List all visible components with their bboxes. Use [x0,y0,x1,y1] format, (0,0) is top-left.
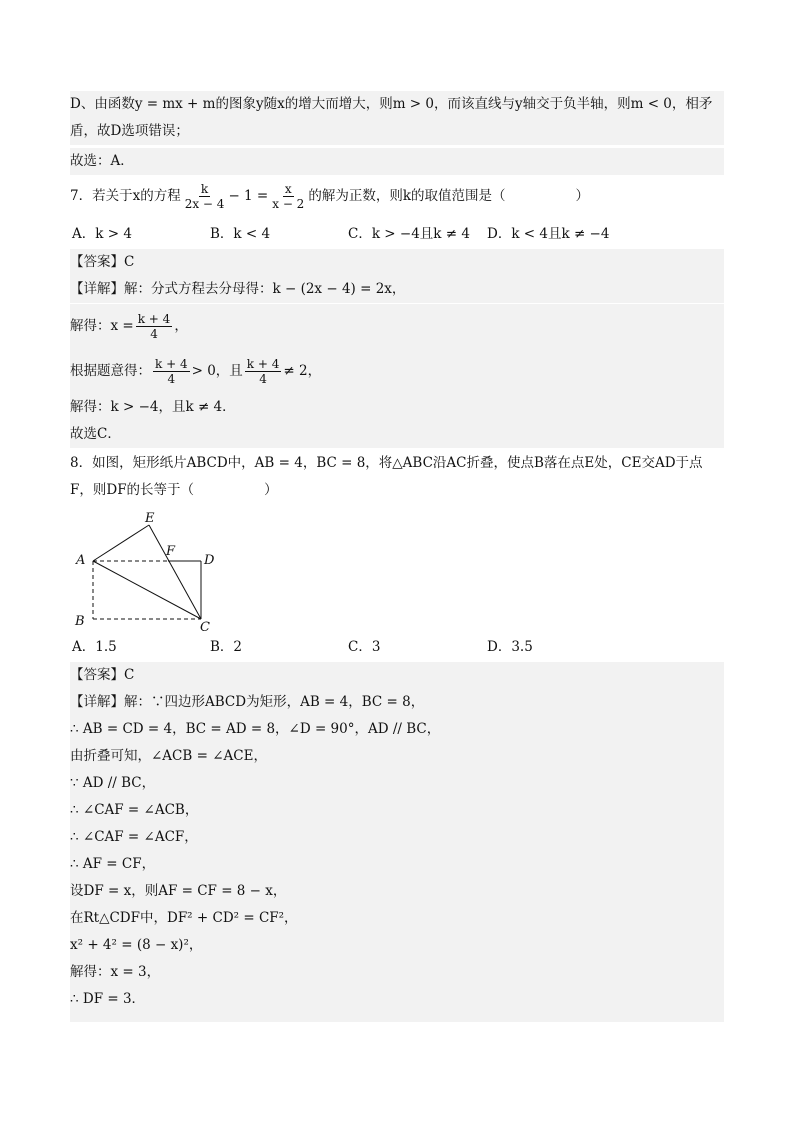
q7-option-b: B．k < 4 [210,226,271,242]
q7-choice: 故选C． [70,421,724,448]
q8-step-11: 解得：x = 3， [70,959,724,986]
q7-d2-den: 4 [150,327,158,341]
prev-choice: 故选：A． [70,148,724,175]
prev-option-d-line1: D、由函数y = mx + m的图象y随x的增大而增大，则m > 0，而该直线与y轴交于负半轴，则m < 0，相矛 [70,91,724,118]
q8-answer: 【答案】C [70,662,724,689]
q7-d3-fraction-1 [153,357,190,386]
q7-mid: − 1 = [228,188,269,204]
q8-step-3: 由折叠可知，∠ACB = ∠ACE， [70,743,724,770]
q7-answer: 【答案】C [70,249,724,276]
q7-option-a: A．k > 4 [72,226,132,242]
q7-d3-suffix: ≠ 2， [283,363,322,379]
q7-d3-mid: > 0，且 [191,363,243,379]
q7-detail-2 [70,304,724,348]
q7-f1-den: 2x − 4 [184,197,225,211]
q8-step-7: ∴ AF = CF， [70,851,724,878]
q7-d3-den-2: 4 [259,372,267,386]
q8-step-2: ∴ AB = CD = 4，BC = AD = 8，∠D = 90°，AD // BC， [70,716,724,743]
q8-stem-close: ） [264,482,278,498]
q7-option-d: D．k < 4且k ≠ −4 [487,226,610,242]
prev-option-d-line2: 盾，故D选项错误； [70,118,724,145]
q7-fraction-2 [270,182,306,211]
q7-f2-den: x − 2 [272,197,305,211]
label-c: C [200,620,210,635]
q7-detail-1: 【详解】解：分式方程去分母得：k − (2x − 4) = 2x， [70,276,724,303]
q7-f1-num: k [200,182,209,196]
q8-step-1: 【详解】解：∵四边形ABCD为矩形，AB = 4，BC = 8， [70,689,724,716]
q8-step-5: ∴ ∠CAF = ∠ACB， [70,797,724,824]
q8-option-a: A．1.5 [72,639,117,655]
q7-d2-suffix: ， [174,318,188,334]
rectangle-fold-figure [70,505,230,635]
label-a: A [76,553,86,568]
q8-stem-prefix: F，则DF的长等于（ [70,482,195,498]
q7-d2-num: k + 4 [137,312,171,326]
q7-d3-prefix: 根据题意得： [70,363,151,379]
q7-suffix: 的解为正数，则k的取值范围是（ [308,188,506,204]
q8-option-b: B．2 [210,639,243,655]
q8-option-c: C．3 [348,639,381,655]
label-b: B [75,614,85,629]
q7-detail-4: 解得：k > −4，且k ≠ 4． [70,394,724,421]
q8-step-6: ∴ ∠CAF = ∠ACF， [70,824,724,851]
q7-d2-prefix: 解得：x = [70,318,134,334]
q7-d3-num-1: k + 4 [155,357,188,371]
q8-step-12: ∴ DF = 3． [70,986,724,1022]
q7-d3-num-2: k + 4 [246,357,280,371]
q7-f2-num: x [284,182,292,196]
segment-ae [93,525,149,561]
q7-fraction-1 [183,182,227,211]
q7-d3-den-1: 4 [167,372,176,386]
label-d: D [204,553,215,568]
q8-step-4: ∵ AD // BC， [70,770,724,797]
q8-step-8: 设DF = x，则AF = CF = 8 − x， [70,878,724,905]
q7-detail-3 [70,348,724,394]
q8-stem-line1: 8．如图，矩形纸片ABCD中，AB = 4，BC = 8，将△ABC沿AC折叠，使点B落在点E处，CE交AD于点 [70,455,703,471]
q8-step-10: x² + 4² = (8 − x)²， [70,932,724,959]
q8-option-d: D．3.5 [487,639,533,655]
q7-close: ） [575,188,590,204]
q8-stem-line2 [70,477,724,504]
q7-option-c: C．k > −4且k ≠ 4 [348,226,470,242]
label-e: E [145,511,155,526]
q8-step-9: 在Rt△CDF中，DF² + CD² = CF²， [70,905,724,932]
q7-d2-fraction [136,312,173,341]
q7-stem [70,181,724,211]
q7-d3-fraction-2 [245,357,282,386]
label-f: F [166,544,176,559]
q7-prefix: 7．若关于x的方程 [70,188,181,204]
